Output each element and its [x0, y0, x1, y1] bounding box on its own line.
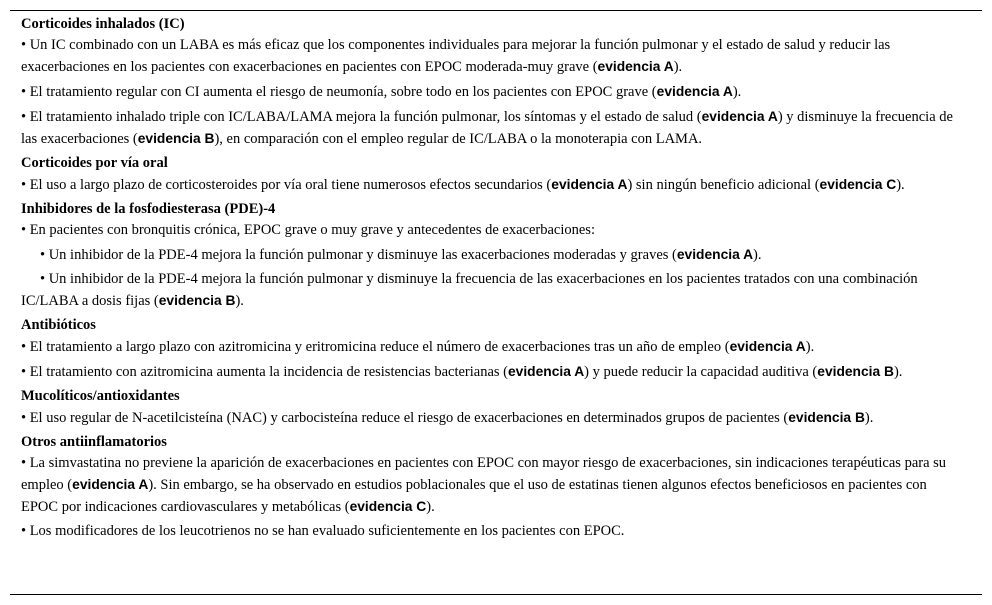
- item-text: • En pacientes con bronquitis crónica, EPOC grave o muy grave y antecedentes de exacerbaciones:: [21, 222, 595, 238]
- item-text: • Un inhibidor de la PDE-4 mejora la función pulmonar y disminuye la frecuencia de las exacerbaciones en los pacientes tratados con una combinación IC/LABA a dosis fijas (: [21, 271, 918, 309]
- item-text: ) sin ningún beneficio adicional (: [627, 177, 820, 193]
- bullet-item: [21, 336, 956, 358]
- evidence-level: evidencia C: [349, 499, 427, 514]
- item-text: • El uso regular de N-acetilcisteína (NAC) y carbocisteína reduce el riesgo de exacerbaciones en determinados grupos de pacientes (: [21, 410, 789, 426]
- evidence-level: evidencia A: [676, 247, 754, 262]
- bullet-item: [21, 244, 956, 266]
- item-text: • Un inhibidor de la PDE-4 mejora la función pulmonar y disminuye las exacerbaciones moderadas y graves (: [40, 247, 677, 263]
- bullet-item: [21, 106, 956, 150]
- section-heading: Antibióticos: [21, 317, 96, 333]
- item-text: • El tratamiento con azitromicina aumenta la incidencia de resistencias bacterianas (: [21, 364, 508, 380]
- item-text: ).: [673, 59, 683, 75]
- evidence-level: evidencia B: [137, 131, 215, 146]
- evidence-level: evidencia B: [817, 364, 894, 379]
- section-heading: Corticoides inhalados (IC): [21, 16, 185, 32]
- item-text: ).: [896, 177, 905, 193]
- item-text: • Un IC combinado con un LABA es más eficaz que los componentes individuales para mejorar la función pulmonar y el estado de salud y reducir las exacerbaciones en los pacientes con exacerbaciones en pacientes con EPOC moderada-muy grave (: [21, 37, 891, 75]
- bullet-item: [21, 521, 956, 542]
- item-text: • El uso a largo plazo de corticosteroides por vía oral tiene numerosos efectos secundarios (: [21, 177, 552, 193]
- evidence-table: [10, 10, 982, 595]
- item-text: ) y puede reducir la capacidad auditiva (: [584, 364, 818, 380]
- evidence-level: evidencia C: [819, 177, 897, 192]
- item-text: • El tratamiento inhalado triple con IC/LABA/LAMA mejora la función pulmonar, los síntomas y el estado de salud (: [21, 109, 702, 125]
- evidence-level: evidencia A: [701, 109, 778, 124]
- bullet-item: [21, 35, 956, 78]
- item-text: ), en comparación con el empleo regular de IC/LABA o la monoterapia con LAMA.: [214, 131, 703, 147]
- section-heading: Otros antiinflamatorios: [21, 434, 167, 450]
- evidence-level: evidencia A: [656, 84, 733, 99]
- item-text: • El tratamiento a largo plazo con azitromicina y eritromicina reduce el número de exacerbaciones tras un año de empleo (: [21, 339, 730, 355]
- evidence-level: evidencia A: [597, 59, 674, 74]
- item-text: • El tratamiento regular con CI aumenta el riesgo de neumonía, sobre todo en los pacientes con EPOC grave (: [21, 84, 657, 100]
- bullet-item: [21, 407, 956, 429]
- item-text: ).: [753, 247, 762, 263]
- evidence-level: evidencia B: [788, 410, 865, 425]
- evidence-level: evidencia A: [729, 339, 806, 354]
- section-heading: Inhibidores de la fosfodiesterasa (PDE)-4: [21, 201, 276, 217]
- bullet-item: [21, 220, 956, 241]
- evidence-level: evidencia A: [551, 177, 628, 192]
- bullet-item: [21, 453, 956, 518]
- bullet-item: [21, 269, 956, 312]
- evidence-level: evidencia B: [158, 293, 236, 308]
- evidence-level: evidencia A: [72, 477, 149, 492]
- section-heading: Corticoides por vía oral: [21, 155, 168, 171]
- item-text: ).: [426, 499, 435, 515]
- item-text: ).: [732, 84, 742, 100]
- item-text: ).: [864, 410, 874, 426]
- item-text: • La simvastatina no previene la aparición de exacerbaciones en pacientes con EPOC con mayor riesgo de exacerbaciones, sin indicaciones terapéuticas para su empleo (: [21, 455, 947, 493]
- item-text: ). Sin embargo, se ha observado en estudios poblacionales que el uso de estatinas tienen algunos efectos beneficiosos en pacientes con EPOC por indicaciones cardiovasculares y metabólicas (: [21, 477, 927, 515]
- item-text: ).: [805, 339, 815, 355]
- bullet-item: [21, 361, 956, 383]
- item-text: • Los modificadores de los leucotrienos no se han evaluado suficientemente en los pacientes con EPOC.: [21, 523, 625, 539]
- item-text: ).: [235, 293, 244, 309]
- bullet-item: [21, 174, 956, 196]
- evidence-level: evidencia A: [507, 364, 585, 379]
- item-text: ).: [893, 364, 903, 380]
- bullet-item: [21, 81, 956, 103]
- item-text: ) y disminuye la frecuencia de las exacerbaciones (: [21, 109, 953, 147]
- evidence-content: [21, 14, 956, 542]
- section-heading: Mucolíticos/antioxidantes: [21, 388, 180, 404]
